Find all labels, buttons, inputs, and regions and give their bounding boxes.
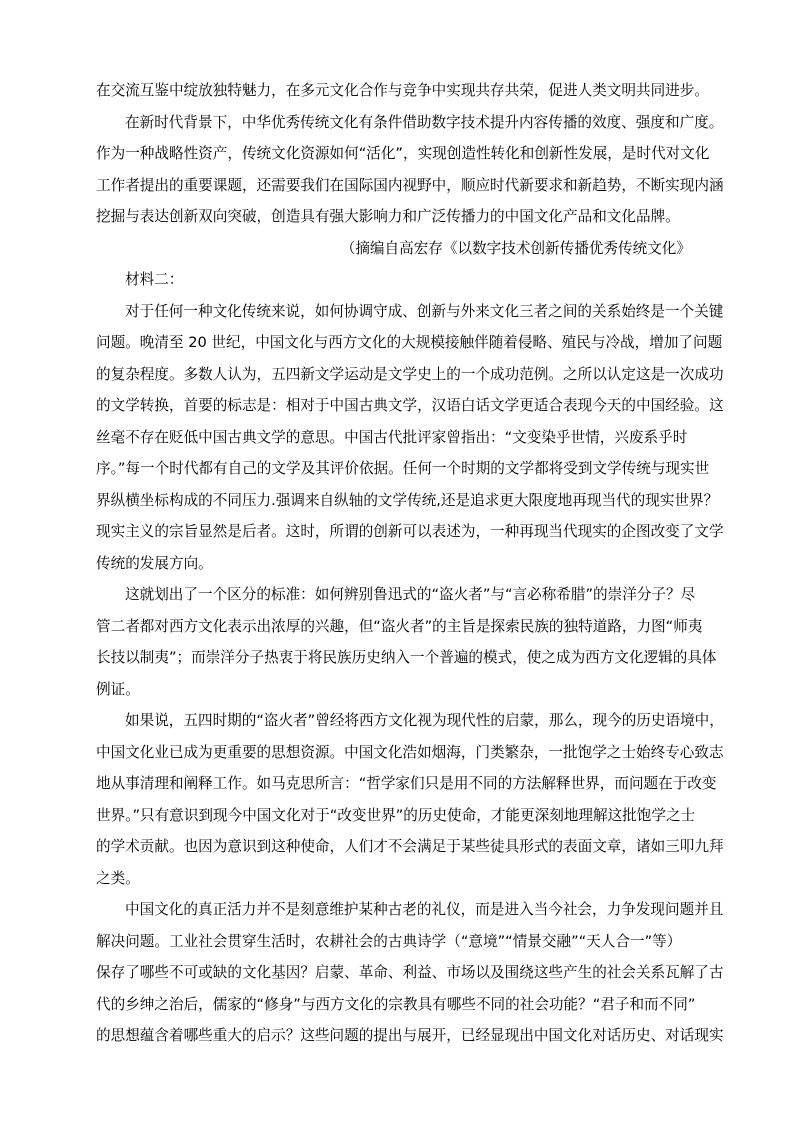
text-line: 这就划出了一个区分的标准：如何辨别鲁迅式的“盗火者”与“言必称希腊”的崇洋分子？尽: [125, 586, 696, 603]
text-line: 工作者提出的重要课题，还需要我们在国际国内视野中，顺应时代新要求和新趋势，不断实现内涵: [96, 176, 724, 194]
text-line: 问题。晚清至 20 世纪，中国文化与西方文化的大规模接触伴随着侵略、殖民与冷战，增加了问题: [96, 334, 723, 351]
paragraph-closing-previous: [96, 75, 709, 107]
text-line: 传统的发展方向。: [96, 554, 213, 572]
text-line: 界纵横坐标构成的不同压力.强调来自纵轴的文学传统,还是追求更大限度地再现当代的现实世界？: [96, 491, 719, 509]
text-line: 如果说，五四时期的“盗火者”曾经将西方文化视为现代性的启蒙，那么，现今的历史语境中，: [125, 712, 724, 729]
text-line: 长技以制夷”；而崇洋分子热衷于将民族历史纳入一个普遍的模式，使之成为西方文化逻辑的具体: [96, 649, 717, 666]
text-line: 作为一种战略性资产，传统文化资源如何“活化”，实现创造性转化和创新性发展，是时代对文化: [96, 145, 710, 162]
citation-line: （摘编自高宏存《以数字技术创新传播优秀传统文化》: [340, 239, 691, 257]
text-line: 的文学转换，首要的标志是：相对于中国古典文学，汉语白话文学更适合表现今天的中国经验。这: [96, 397, 724, 414]
material-heading: [96, 264, 696, 296]
text-line: 序。”每一个时代都有自己的文学及其评价依据。任何一个时期的文学都将受到文学传统与现实世: [96, 460, 710, 477]
paragraph-resources: [96, 705, 724, 894]
text-line: 解决问题。工业社会贯穿生活时，农耕社会的古典诗学（“意境”“情景交融”“天人合一”等）: [96, 932, 682, 950]
text-line: 在交流互鉴中绽放独特魅力，在多元文化合作与竞争中实现共存共荣，促进人类文明共同进步。: [96, 82, 709, 99]
paragraph-distinction: [96, 579, 717, 705]
text-line: 对于任何一种文化传统来说，如何协调守成、创新与外来文化三者之间的关系始终是一个关键: [125, 302, 724, 320]
text-line: 世界。”只有意识到现今中国文化对于“改变世界”的历史使命，才能更深刻地理解这批饱学之士: [96, 806, 696, 824]
text-line: 的复杂程度。多数人认为，五四新文学运动是文学史上的一个成功范例。之所以认定这是一次成功: [96, 365, 724, 383]
text-line: 代的乡绅之治后，儒家的“修身”与西方文化的宗教具有哪些不同的社会功能？“君子和而不同”: [96, 995, 696, 1013]
text-line: 丝毫不存在贬低中国古典文学的意思。中国古代批评家曾指出：“文变染乎世情，兴废系乎时: [96, 428, 688, 446]
paragraph-digital-tech: [96, 107, 724, 233]
text-line: 挖掘与表达创新双向突破，创造具有强大影响力和广泛传播力的中国文化产品和文化品牌。: [96, 208, 680, 225]
text-line: 在新时代背景下，中华优秀传统文化有条件借助数字技术提升内容传播的效度、强度和广度。: [125, 113, 724, 131]
text-line: 中国文化的真正活力并不是刻意维护某种古老的礼仪，而是进入当今社会，力争发现问题并且: [125, 901, 724, 918]
text-line: 之类。: [96, 869, 140, 887]
text-line: 的思想蕴含着哪些重大的启示？这些问题的提出与展开，已经显现出中国文化对话历史、对话现实: [96, 1027, 724, 1044]
text-line: 例证。: [96, 680, 140, 698]
text-line: 管二者都对西方文化表示出浓厚的兴趣，但“盗火者”的主旨是探索民族的独特道路，力图“师夷: [96, 617, 703, 635]
text-line: 的学术贡献。也因为意识到这种使命，人们才不会满足于某些徒具形式的表面文章，诸如三叩九拜: [96, 838, 724, 855]
text-line: 地从事清理和阐释工作。如马克思所言：“哲学家们只是用不同的方法解释世界，而问题在于改变: [96, 775, 717, 792]
text-line: 中国文化业已成为更重要的思想资源。中国文化浩如烟海，门类繁杂，一批饱学之士始终专心致志: [96, 743, 724, 761]
heading-line: 材料二：: [125, 271, 184, 288]
document-page: [96, 75, 724, 1052]
text-line: 现实主义的宗旨显然是后者。这时，所谓的创新可以表述为，一种再现当代现实的企图改变了文学: [96, 523, 724, 540]
text-line: 保存了哪些不可或缺的文化基因？启蒙、革命、利益、市场以及围绕这些产生的社会关系瓦解了古: [96, 964, 724, 981]
paragraph-tradition: [96, 296, 724, 580]
source-citation: [96, 233, 696, 265]
paragraph-vitality: [96, 894, 724, 1052]
